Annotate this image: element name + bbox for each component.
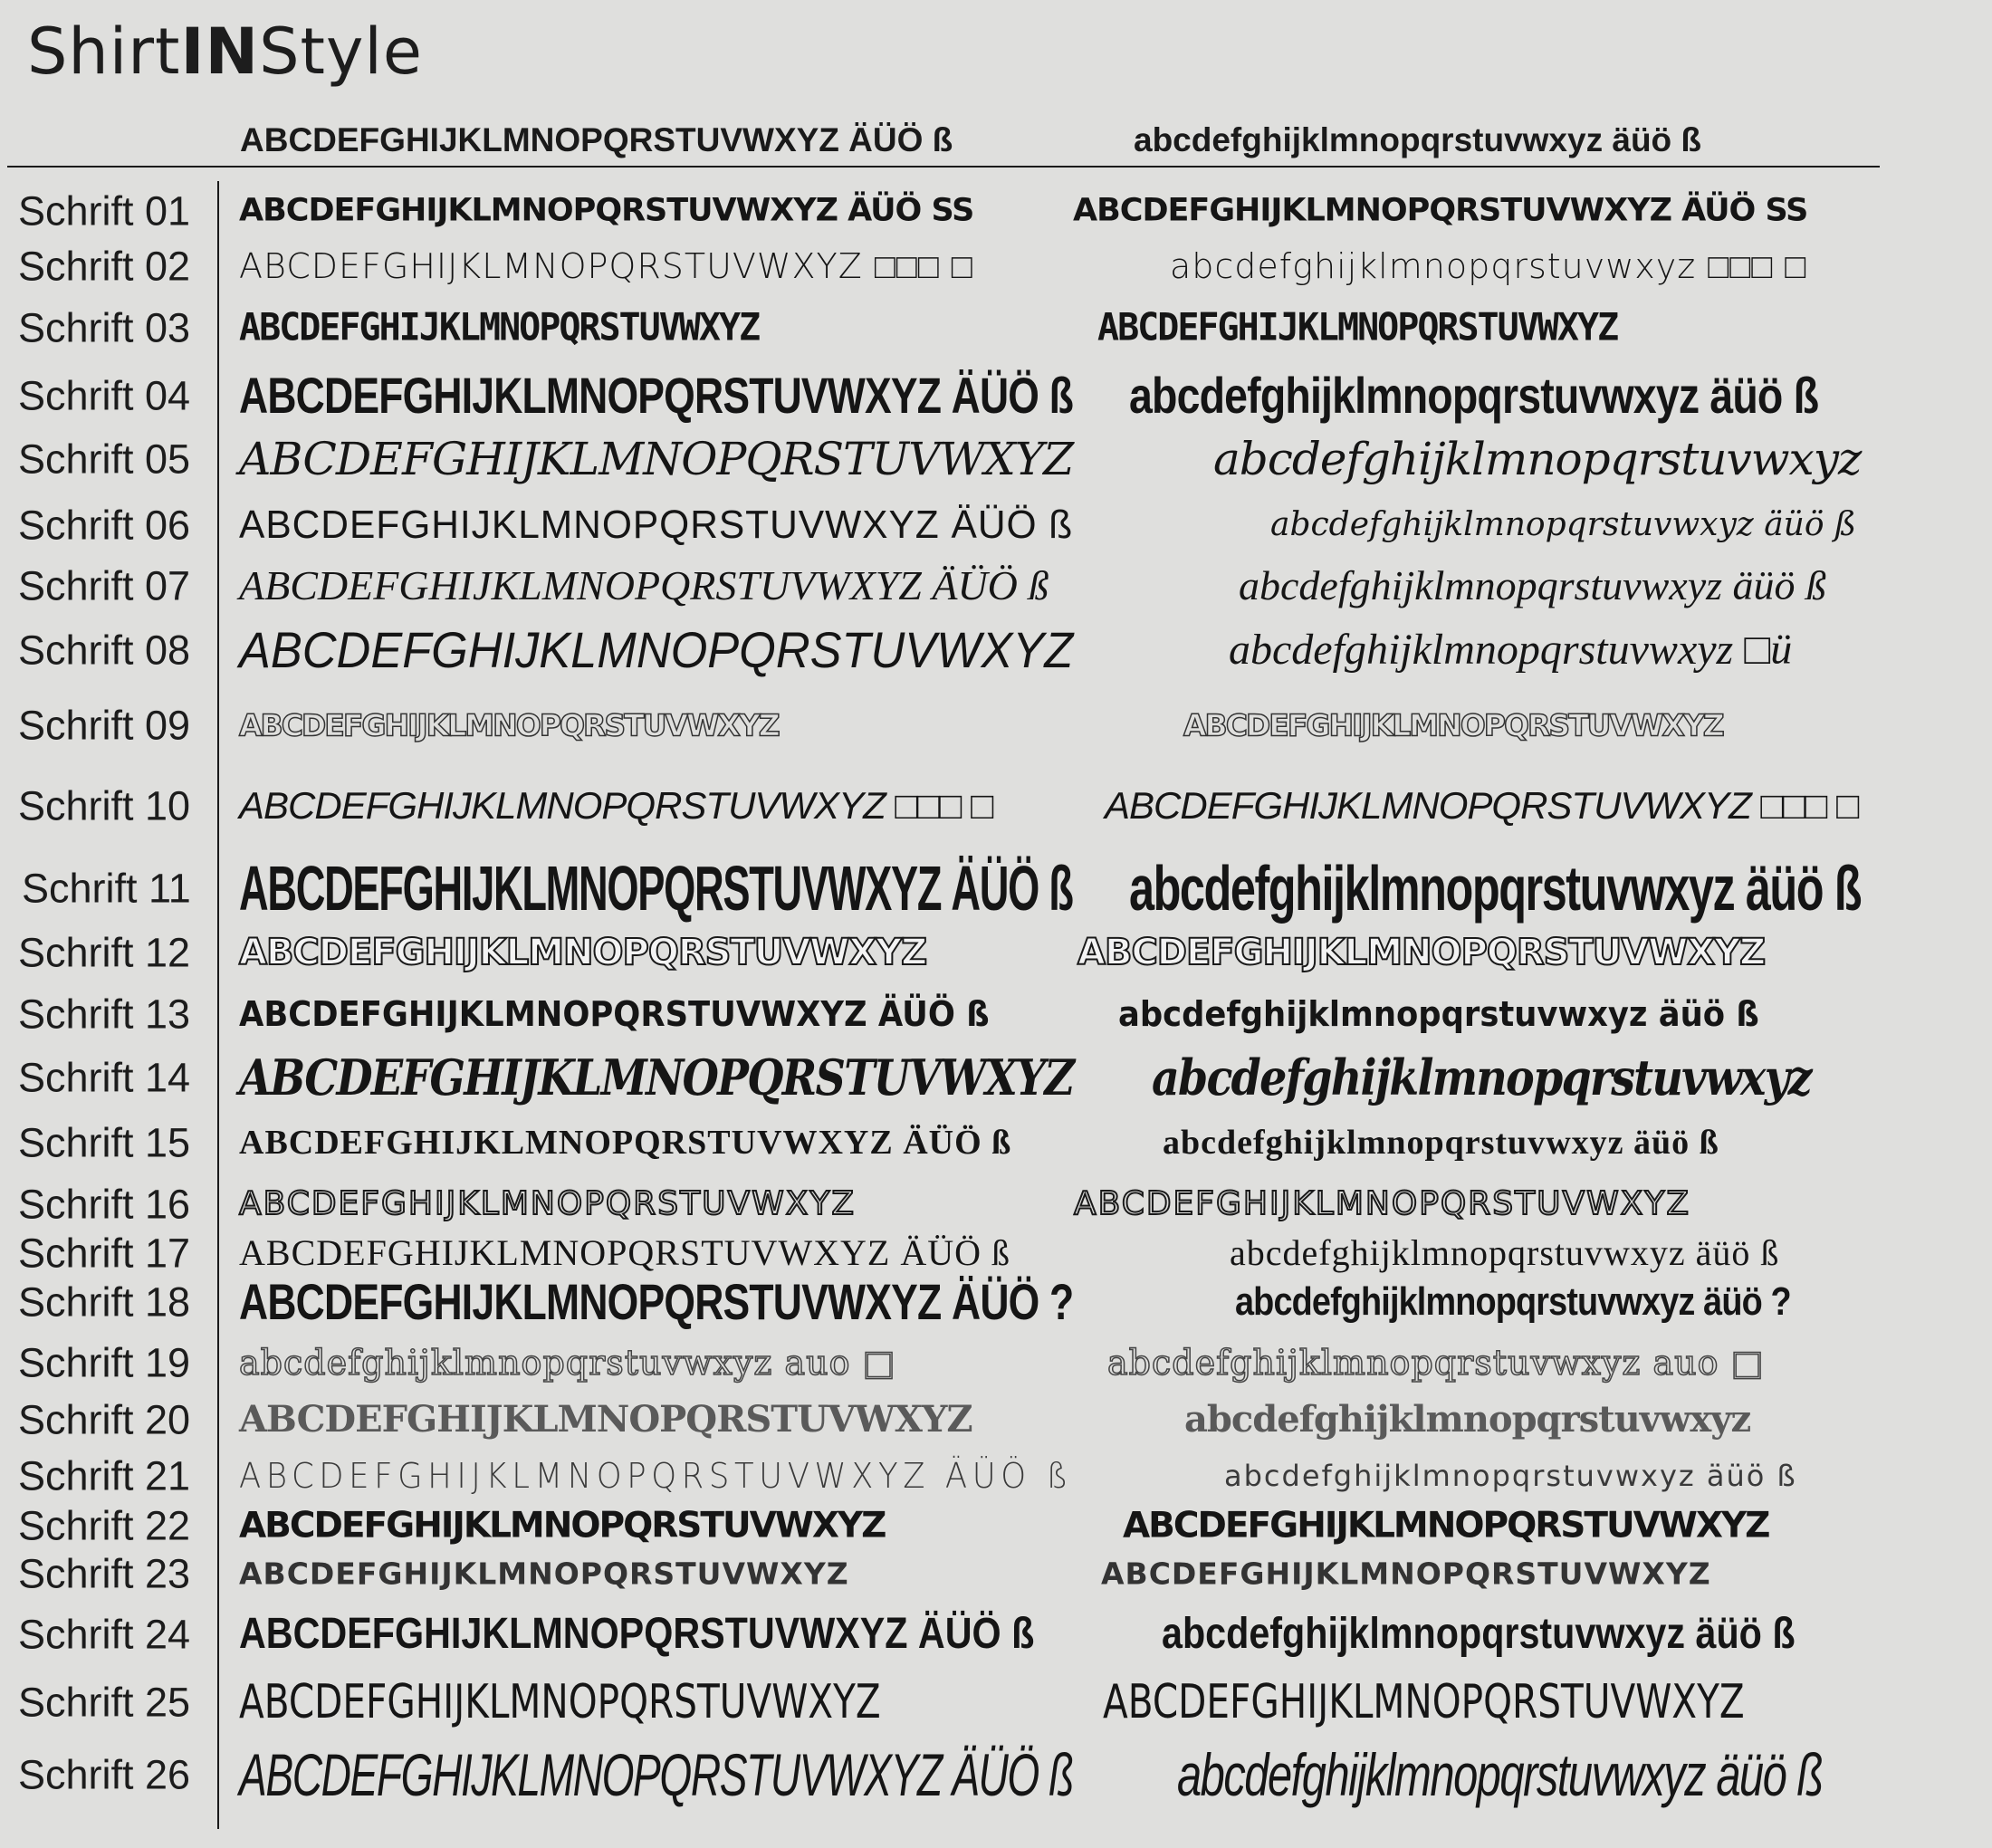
sample-lowercase: abcdefghijklmnopqrstuvwxyz äüö ß (1230, 1232, 1780, 1273)
sample-lowercase: abcdefghijklmnopqrstuvwxyz äüö ß (1129, 367, 1819, 424)
brand-post: Style (259, 14, 423, 89)
row-label: Schrift 01 (18, 187, 191, 235)
sample-uppercase: ABCDEFGHIJKLMNOPQRSTUVWXYZ (239, 1048, 1074, 1106)
font-row (0, 1396, 1992, 1443)
row-label: Schrift 15 (18, 1119, 191, 1166)
row-label: Schrift 17 (18, 1230, 191, 1277)
font-row (0, 187, 1992, 235)
font-row (0, 1230, 1992, 1277)
font-row (0, 562, 1992, 609)
font-row (0, 621, 1992, 678)
row-label: Schrift 07 (18, 562, 191, 609)
sample-lowercase: abcdefghijklmnopqrstuvwxyz äüö ß (1270, 506, 1857, 543)
row-label: Schrift 05 (18, 436, 191, 483)
sample-lowercase: abcdefghijklmnopqrstuvwxyz (1152, 1048, 1811, 1106)
sample-lowercase: ABCDEFGHIJKLMNOPQRSTUVWXYZ (1123, 1505, 1769, 1546)
font-row (0, 367, 1992, 424)
sample-lowercase: ABCDEFGHIJKLMNOPQRSTUVWXYZ (1097, 305, 1618, 350)
sample-lowercase: abcdefghijklmnopqrstuvwxyz äüö ß (1163, 1124, 1719, 1162)
sample-lowercase: abcdefghijklmnopqrstuvwxyz äüö ß (1239, 562, 1827, 608)
sample-lowercase: abcdefghijklmnopqrstuvwxyz äüö ß (1177, 1741, 1823, 1808)
sample-lowercase: ABCDEFGHIJKLMNOPQRSTUVWXYZ ÄÜÖ SS (1073, 192, 1808, 229)
sample-lowercase: ABCDEFGHIJKLMNOPQRSTUVWXYZ (1074, 1185, 1690, 1222)
sample-uppercase: ABCDEFGHIJKLMNOPQRSTUVWXYZ (239, 1505, 886, 1546)
sample-uppercase: ABCDEFGHIJKLMNOPQRSTUVWXYZ ÄÜÖ ? (239, 1273, 1074, 1330)
font-row (0, 1339, 1992, 1386)
row-label: Schrift 09 (18, 702, 191, 749)
sample-lowercase: abcdefghijklmnopqrstuvwxyz (1184, 1398, 1751, 1441)
font-row (0, 1048, 1992, 1106)
sample-uppercase: ABCDEFGHIJKLMNOPQRSTUVWXYZ ÄÜÖ SS (239, 192, 974, 229)
sample-uppercase: ABCDEFGHIJKLMNOPQRSTUVWXYZ (239, 621, 1074, 678)
sample-uppercase: ABCDEFGHIJKLMNOPQRSTUVWXYZ ÄÜÖ ß (239, 1124, 1012, 1162)
brand-pre: Shirt (27, 14, 181, 89)
sample-uppercase: ABCDEFGHIJKLMNOPQRSTUVWXYZ (239, 433, 1074, 485)
row-label: Schrift 18 (18, 1278, 191, 1326)
font-row (0, 1741, 1992, 1808)
font-row (0, 433, 1992, 485)
sample-uppercase: ABCDEFGHIJKLMNOPQRSTUVWXYZ (239, 1556, 849, 1592)
sample-lowercase: ABCDEFGHIJKLMNOPQRSTUVWXYZ (1183, 707, 1723, 743)
row-label: Schrift 22 (18, 1502, 191, 1549)
font-row (0, 702, 1992, 749)
sample-lowercase: abcdefghijklmnopqrstuvwxyz □□□ □ (1170, 246, 1807, 286)
row-label: Schrift 16 (18, 1181, 191, 1228)
sample-lowercase: abcdefghijklmnopqrstuvwxyz auo □ (1107, 1343, 1765, 1383)
sample-lowercase: abcdefghijklmnopqrstuvwxyz äüö ß (1224, 1459, 1797, 1493)
sample-uppercase: ABCDEFGHIJKLMNOPQRSTUVWXYZ ÄÜÖ ß (239, 1456, 1074, 1496)
sample-uppercase: ABCDEFGHIJKLMNOPQRSTUVWXYZ ÄÜÖ ß (239, 1610, 1035, 1658)
row-label: Schrift 12 (18, 929, 191, 976)
sample-lowercase: abcdefghijklmnopqrstuvwxyz (1213, 433, 1862, 485)
sample-lowercase: ABCDEFGHIJKLMNOPQRSTUVWXYZ □□□ □ (1105, 784, 1859, 827)
font-row (0, 1502, 1992, 1549)
sample-uppercase: ABCDEFGHIJKLMNOPQRSTUVWXYZ ÄÜÖ ß (239, 503, 1074, 547)
header-uppercase: ABCDEFGHIJKLMNOPQRSTUVWXYZ ÄÜÖ ß (240, 121, 953, 158)
row-label: Schrift 13 (18, 991, 191, 1038)
font-row (0, 1550, 1992, 1597)
sample-uppercase: abcdefghijklmnopqrstuvwxyz auo □ (239, 1343, 896, 1383)
font-row (0, 1273, 1992, 1330)
row-label: Schrift 04 (18, 372, 191, 419)
sample-uppercase: ABCDEFGHIJKLMNOPQRSTUVWXYZ ÄÜÖ ß (239, 562, 1049, 608)
font-row (0, 991, 1992, 1038)
brand-bold: IN (180, 14, 260, 89)
row-label: Schrift 23 (18, 1550, 191, 1597)
sample-uppercase: ABCDEFGHIJKLMNOPQRSTUVWXYZ □□□ □ (239, 784, 993, 827)
row-label: Schrift 11 (22, 865, 191, 912)
sample-lowercase: abcdefghijklmnopqrstuvwxyz äüö ß (1162, 1610, 1796, 1658)
sample-uppercase: ABCDEFGHIJKLMNOPQRSTUVWXYZ (239, 707, 779, 743)
row-label: Schrift 14 (18, 1054, 191, 1101)
font-row (0, 1610, 1992, 1658)
font-row (0, 929, 1992, 976)
sample-uppercase: ABCDEFGHIJKLMNOPQRSTUVWXYZ ÄÜÖ ß (239, 994, 990, 1034)
sample-lowercase: ABCDEFGHIJKLMNOPQRSTUVWXYZ (1103, 1675, 1745, 1729)
sample-lowercase: abcdefghijklmnopqrstuvwxyz äüö ß (1118, 994, 1759, 1034)
row-label: Schrift 06 (18, 502, 191, 549)
sample-uppercase: ABCDEFGHIJKLMNOPQRSTUVWXYZ (239, 305, 760, 350)
sample-lowercase: ABCDEFGHIJKLMNOPQRSTUVWXYZ (1101, 1556, 1711, 1592)
sample-uppercase: ABCDEFGHIJKLMNOPQRSTUVWXYZ (239, 932, 927, 973)
row-label: Schrift 25 (18, 1679, 191, 1726)
row-label: Schrift 26 (18, 1751, 191, 1798)
sample-uppercase: ABCDEFGHIJKLMNOPQRSTUVWXYZ (239, 1398, 972, 1441)
sample-uppercase: ABCDEFGHIJKLMNOPQRSTUVWXYZ ÄÜÖ ß (239, 1741, 1074, 1808)
sample-uppercase: ABCDEFGHIJKLMNOPQRSTUVWXYZ (239, 1675, 881, 1729)
font-row (0, 1119, 1992, 1166)
sample-uppercase: ABCDEFGHIJKLMNOPQRSTUVWXYZ (239, 1185, 856, 1222)
font-row (0, 304, 1992, 351)
font-row (0, 782, 1992, 829)
font-row (0, 853, 1992, 924)
row-label: Schrift 08 (18, 627, 191, 674)
font-row (0, 1181, 1992, 1228)
sample-uppercase: ABCDEFGHIJKLMNOPQRSTUVWXYZ ÄÜÖ ß (239, 853, 1073, 924)
row-label: Schrift 10 (18, 782, 191, 829)
row-label: Schrift 19 (18, 1339, 191, 1386)
row-label: Schrift 21 (18, 1452, 191, 1499)
font-row (0, 502, 1992, 549)
font-row (0, 1452, 1992, 1499)
row-label: Schrift 24 (18, 1611, 191, 1658)
sample-uppercase: ABCDEFGHIJKLMNOPQRSTUVWXYZ □□□ □ (239, 246, 973, 286)
header-lowercase: abcdefghijklmnopqrstuvwxyz äüö ß (1134, 121, 1702, 158)
row-label: Schrift 03 (18, 304, 191, 351)
sample-uppercase: ABCDEFGHIJKLMNOPQRSTUVWXYZ ÄÜÖ ß (239, 1232, 1011, 1273)
font-row (0, 243, 1992, 290)
sample-lowercase: abcdefghijklmnopqrstuvwxyz □ü (1229, 626, 1793, 674)
sample-lowercase: abcdefghijklmnopqrstuvwxyz äüö ß (1129, 853, 1862, 924)
sample-lowercase: ABCDEFGHIJKLMNOPQRSTUVWXYZ (1077, 932, 1766, 973)
row-label: Schrift 02 (18, 243, 191, 290)
font-row (0, 1675, 1992, 1729)
sample-lowercase: abcdefghijklmnopqrstuvwxyz äüö ? (1235, 1279, 1791, 1324)
row-label: Schrift 20 (18, 1396, 191, 1443)
sample-uppercase: ABCDEFGHIJKLMNOPQRSTUVWXYZ ÄÜÖ ß (239, 367, 1074, 424)
